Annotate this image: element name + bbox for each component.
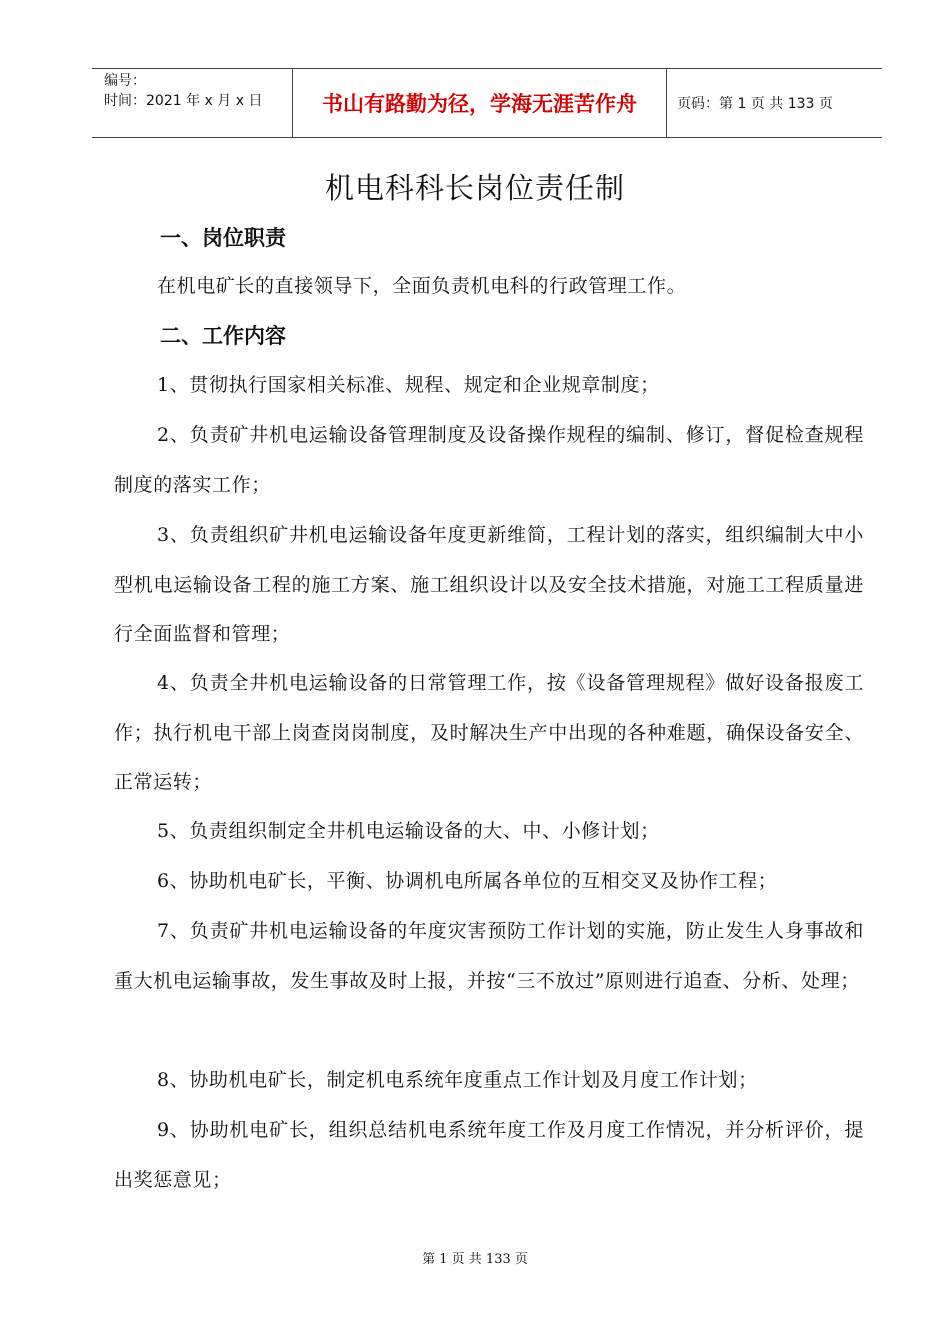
list-item: 7、负责矿井机电运输设备的年度灾害预防工作计划的实施，防止发生人身事故和重大机电运输事故，发生事故及时上报，并按“三不放过”原则进行追查、分析、处理； xyxy=(114,920,864,992)
header-page-info: 页码：第 1 页 共 133 页 xyxy=(677,96,833,112)
header-motto: 书山有路勤为径，学海无涯苦作舟 xyxy=(293,69,667,137)
list-item: 2、负责矿井机电运输设备管理制度及设备操作规程的编制、修订，督促检查规程制度的落实工作； xyxy=(114,424,864,496)
document-title: 机电科科长岗位责任制 xyxy=(324,171,625,205)
list-item: 3、负责组织矿井机电运输设备年度更新维简，工程计划的落实，组织编制大中小型机电运输设备工程的施工方案、施工组织设计以及安全技术措施，对施工工程质量进行全面监督和管理； xyxy=(114,524,864,645)
list-item: 9、协助机电矿长，组织总结机电系统年度工作及月度工作情况，并分析评价，提出奖惩意见； xyxy=(114,1119,864,1191)
number-label: 编号： xyxy=(104,73,146,89)
list-item: 1、贯彻执行国家相关标准、规程、规定和企业规章制度； xyxy=(157,374,660,396)
list-item: 6、协助机电矿长，平衡、协调机电所属各单位的互相交叉及协作工程； xyxy=(157,870,778,892)
section1-text: 在机电矿长的直接领导下，全面负责机电科的行政管理工作。 xyxy=(157,275,687,297)
header-meta xyxy=(92,69,293,137)
page-header xyxy=(92,68,882,138)
page-footer: 第 1 页 共 133 页 xyxy=(422,1252,528,1267)
time-label: 时间：2021 年 x 月 x 日 xyxy=(104,93,263,109)
section1-heading: 一、岗位职责 xyxy=(160,226,286,250)
section2-heading: 二、工作内容 xyxy=(160,324,286,348)
list-item: 4、负责全井机电运输设备的日常管理工作，按《设备管理规程》做好设备报废工作；执行机电干部上岗查岗岗制度，及时解决生产中出现的各种难题，确保设备安全、正常运转； xyxy=(114,672,864,793)
list-item: 8、协助机电矿长，制定机电系统年度重点工作计划及月度工作计划； xyxy=(157,1069,758,1091)
list-item: 5、负责组织制定全井机电运输设备的大、中、小修计划； xyxy=(157,820,660,842)
